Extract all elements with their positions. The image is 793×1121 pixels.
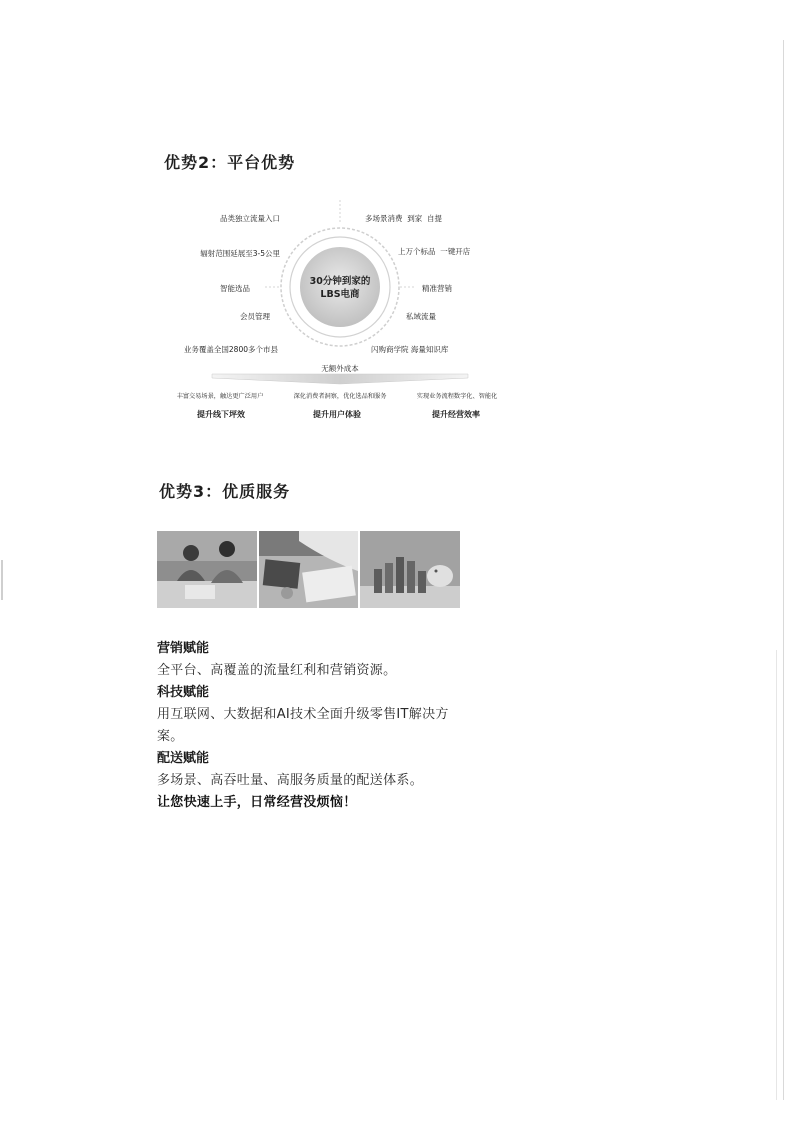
left-item: 业务覆盖全国2800多个市县 <box>183 345 278 354</box>
center-disc <box>300 247 380 327</box>
section-body-line: 用互联网、大数据和AI技术全面升级零售IT解决方 <box>157 707 449 722</box>
service-sections <box>157 638 477 814</box>
benefit-desc: 丰富交易场景，触达更广泛用户 <box>176 393 264 400</box>
service-photo-strip <box>157 531 460 608</box>
center-label-line2: LBS电商 <box>320 289 360 300</box>
scan-mark <box>1 560 3 600</box>
benefit-result: 提升经营效率 <box>432 410 480 419</box>
right-item: 多场景消费 到家 自提 <box>365 214 443 223</box>
benefit-result: 提升用户体验 <box>313 410 361 419</box>
arrow-label: 无额外成本 <box>321 364 359 373</box>
section-body-line: 多场景、高吞吐量、高服务质量的配送体系。 <box>157 773 424 788</box>
advantage3-title: 优势3：优质服务 <box>159 482 291 501</box>
benefit-desc: 实现业务流程数字化、智能化 <box>416 393 498 400</box>
section-body-line: 全平台、高覆盖的流量红利和营销资源。 <box>157 663 397 678</box>
right-item: 精准营销 <box>422 284 452 293</box>
photo-desk-tablet <box>259 531 358 608</box>
down-arrow <box>212 374 468 384</box>
left-item: 智能选品 <box>220 284 250 293</box>
right-item: 上万个标品 一键开店 <box>398 247 471 256</box>
left-item: 会员管理 <box>240 312 270 321</box>
benefit-result: 提升线下坪效 <box>197 410 245 419</box>
left-item: 品类独立流量入口 <box>220 214 280 223</box>
page-edge-line <box>776 650 777 1100</box>
benefit-desc: 深化消费者洞察，优化选品和服务 <box>293 393 387 400</box>
photo-coins-piggybank <box>360 531 460 608</box>
closing-slogan: 让您快速上手，日常经营没烦恼！ <box>157 795 357 810</box>
section-body-line: 案。 <box>157 729 184 744</box>
section-title-technology: 科技赋能 <box>157 685 210 700</box>
platform-advantage-diagram <box>150 195 530 430</box>
page-edge-line <box>783 40 784 1100</box>
photo-two-men-laptop <box>157 531 257 608</box>
right-item: 私域流量 <box>406 312 436 321</box>
right-item: 闪购商学院 海量知识库 <box>371 345 449 354</box>
center-label-line1: 30分钟到家的 <box>309 276 371 287</box>
section-title-marketing: 营销赋能 <box>157 641 210 656</box>
section-title-delivery: 配送赋能 <box>157 751 210 766</box>
left-item: 辐射范围延展至3-5公里 <box>200 249 280 258</box>
advantage2-title: 优势2：平台优势 <box>164 153 296 172</box>
